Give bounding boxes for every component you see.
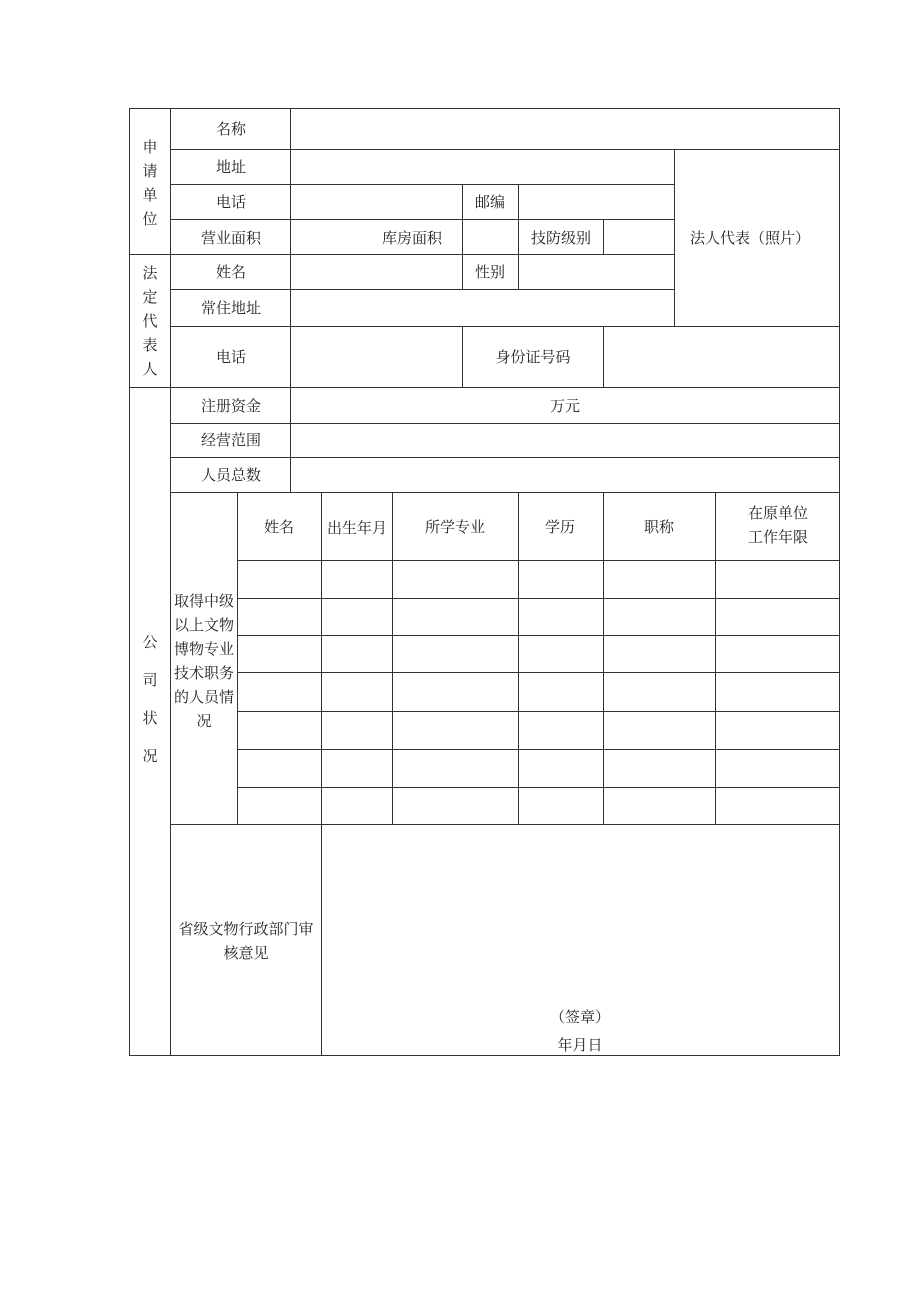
table-row[interactable] xyxy=(238,750,839,787)
photo-label: 法人代表（照片） xyxy=(689,229,811,247)
rule xyxy=(170,219,674,220)
staff-header-name: 姓名 xyxy=(263,518,295,536)
label-gender: 性别 xyxy=(474,263,506,281)
security-level-field[interactable] xyxy=(604,220,674,254)
rule xyxy=(170,108,171,1056)
label-residence: 常住地址 xyxy=(200,299,262,317)
label-security-level: 技防级别 xyxy=(530,229,592,247)
label-name: 名称 xyxy=(215,120,247,138)
label-registered-capital: 注册资金 xyxy=(200,397,262,415)
staff-header-birth: 出生年月 xyxy=(326,519,388,537)
table-row[interactable] xyxy=(238,599,839,635)
border-right xyxy=(839,108,840,1056)
address-field[interactable] xyxy=(291,150,674,184)
label-qualified-staff: 取得中级以上文物博物专业技术职务的人员情况 xyxy=(173,592,234,730)
label-staff-total: 人员总数 xyxy=(200,466,262,484)
rule xyxy=(170,492,840,493)
id-number-field[interactable] xyxy=(604,327,839,387)
label-phone: 电话 xyxy=(215,193,247,211)
label-rep-name: 姓名 xyxy=(215,263,247,281)
label-id-number: 身份证号码 xyxy=(495,348,571,366)
capital-unit: 万元 xyxy=(549,397,581,415)
label-address: 地址 xyxy=(215,158,247,176)
seal-label: （签章） xyxy=(549,1008,611,1026)
section-applicant: 申请单位 xyxy=(142,138,158,228)
label-business-area: 营业面积 xyxy=(200,229,262,247)
rule xyxy=(462,184,463,220)
rule xyxy=(518,219,519,255)
gender-field[interactable] xyxy=(519,255,674,289)
border-bottom xyxy=(129,1055,840,1056)
rule xyxy=(462,254,463,290)
date-label: 年月日 xyxy=(557,1036,603,1054)
label-rep-phone: 电话 xyxy=(215,348,247,366)
photo-area[interactable] xyxy=(675,150,839,326)
label-warehouse-area: 库房面积 xyxy=(381,229,443,247)
table-row[interactable] xyxy=(238,561,839,598)
border-left xyxy=(129,108,130,1056)
label-business-scope: 经营范围 xyxy=(200,431,262,449)
table-row[interactable] xyxy=(238,636,839,672)
staff-header-major: 所学专业 xyxy=(424,518,486,536)
label-provincial-review: 省级文物行政部门审核意见 xyxy=(178,920,314,962)
staff-header-years: 在原单位工作年限 xyxy=(747,504,808,546)
label-postcode: 邮编 xyxy=(474,193,506,211)
table-row[interactable] xyxy=(238,712,839,749)
postcode-field[interactable] xyxy=(519,185,674,219)
section-legal-rep: 法定代表人 xyxy=(142,264,158,378)
residence-field[interactable] xyxy=(291,290,674,326)
rep-phone-field[interactable] xyxy=(291,327,462,387)
rep-name-field[interactable] xyxy=(291,255,462,289)
section-company: 公司状况 xyxy=(142,633,158,765)
table-row[interactable] xyxy=(238,788,839,824)
staff-header-title: 职称 xyxy=(643,518,675,536)
warehouse-area-field[interactable] xyxy=(463,220,518,254)
staff-total-field[interactable] xyxy=(291,458,839,492)
name-field[interactable] xyxy=(291,109,839,149)
staff-header-education: 学历 xyxy=(544,518,576,536)
rule xyxy=(462,326,463,388)
business-scope-field[interactable] xyxy=(291,424,839,457)
table-row[interactable] xyxy=(238,673,839,711)
phone-field[interactable] xyxy=(291,185,462,219)
